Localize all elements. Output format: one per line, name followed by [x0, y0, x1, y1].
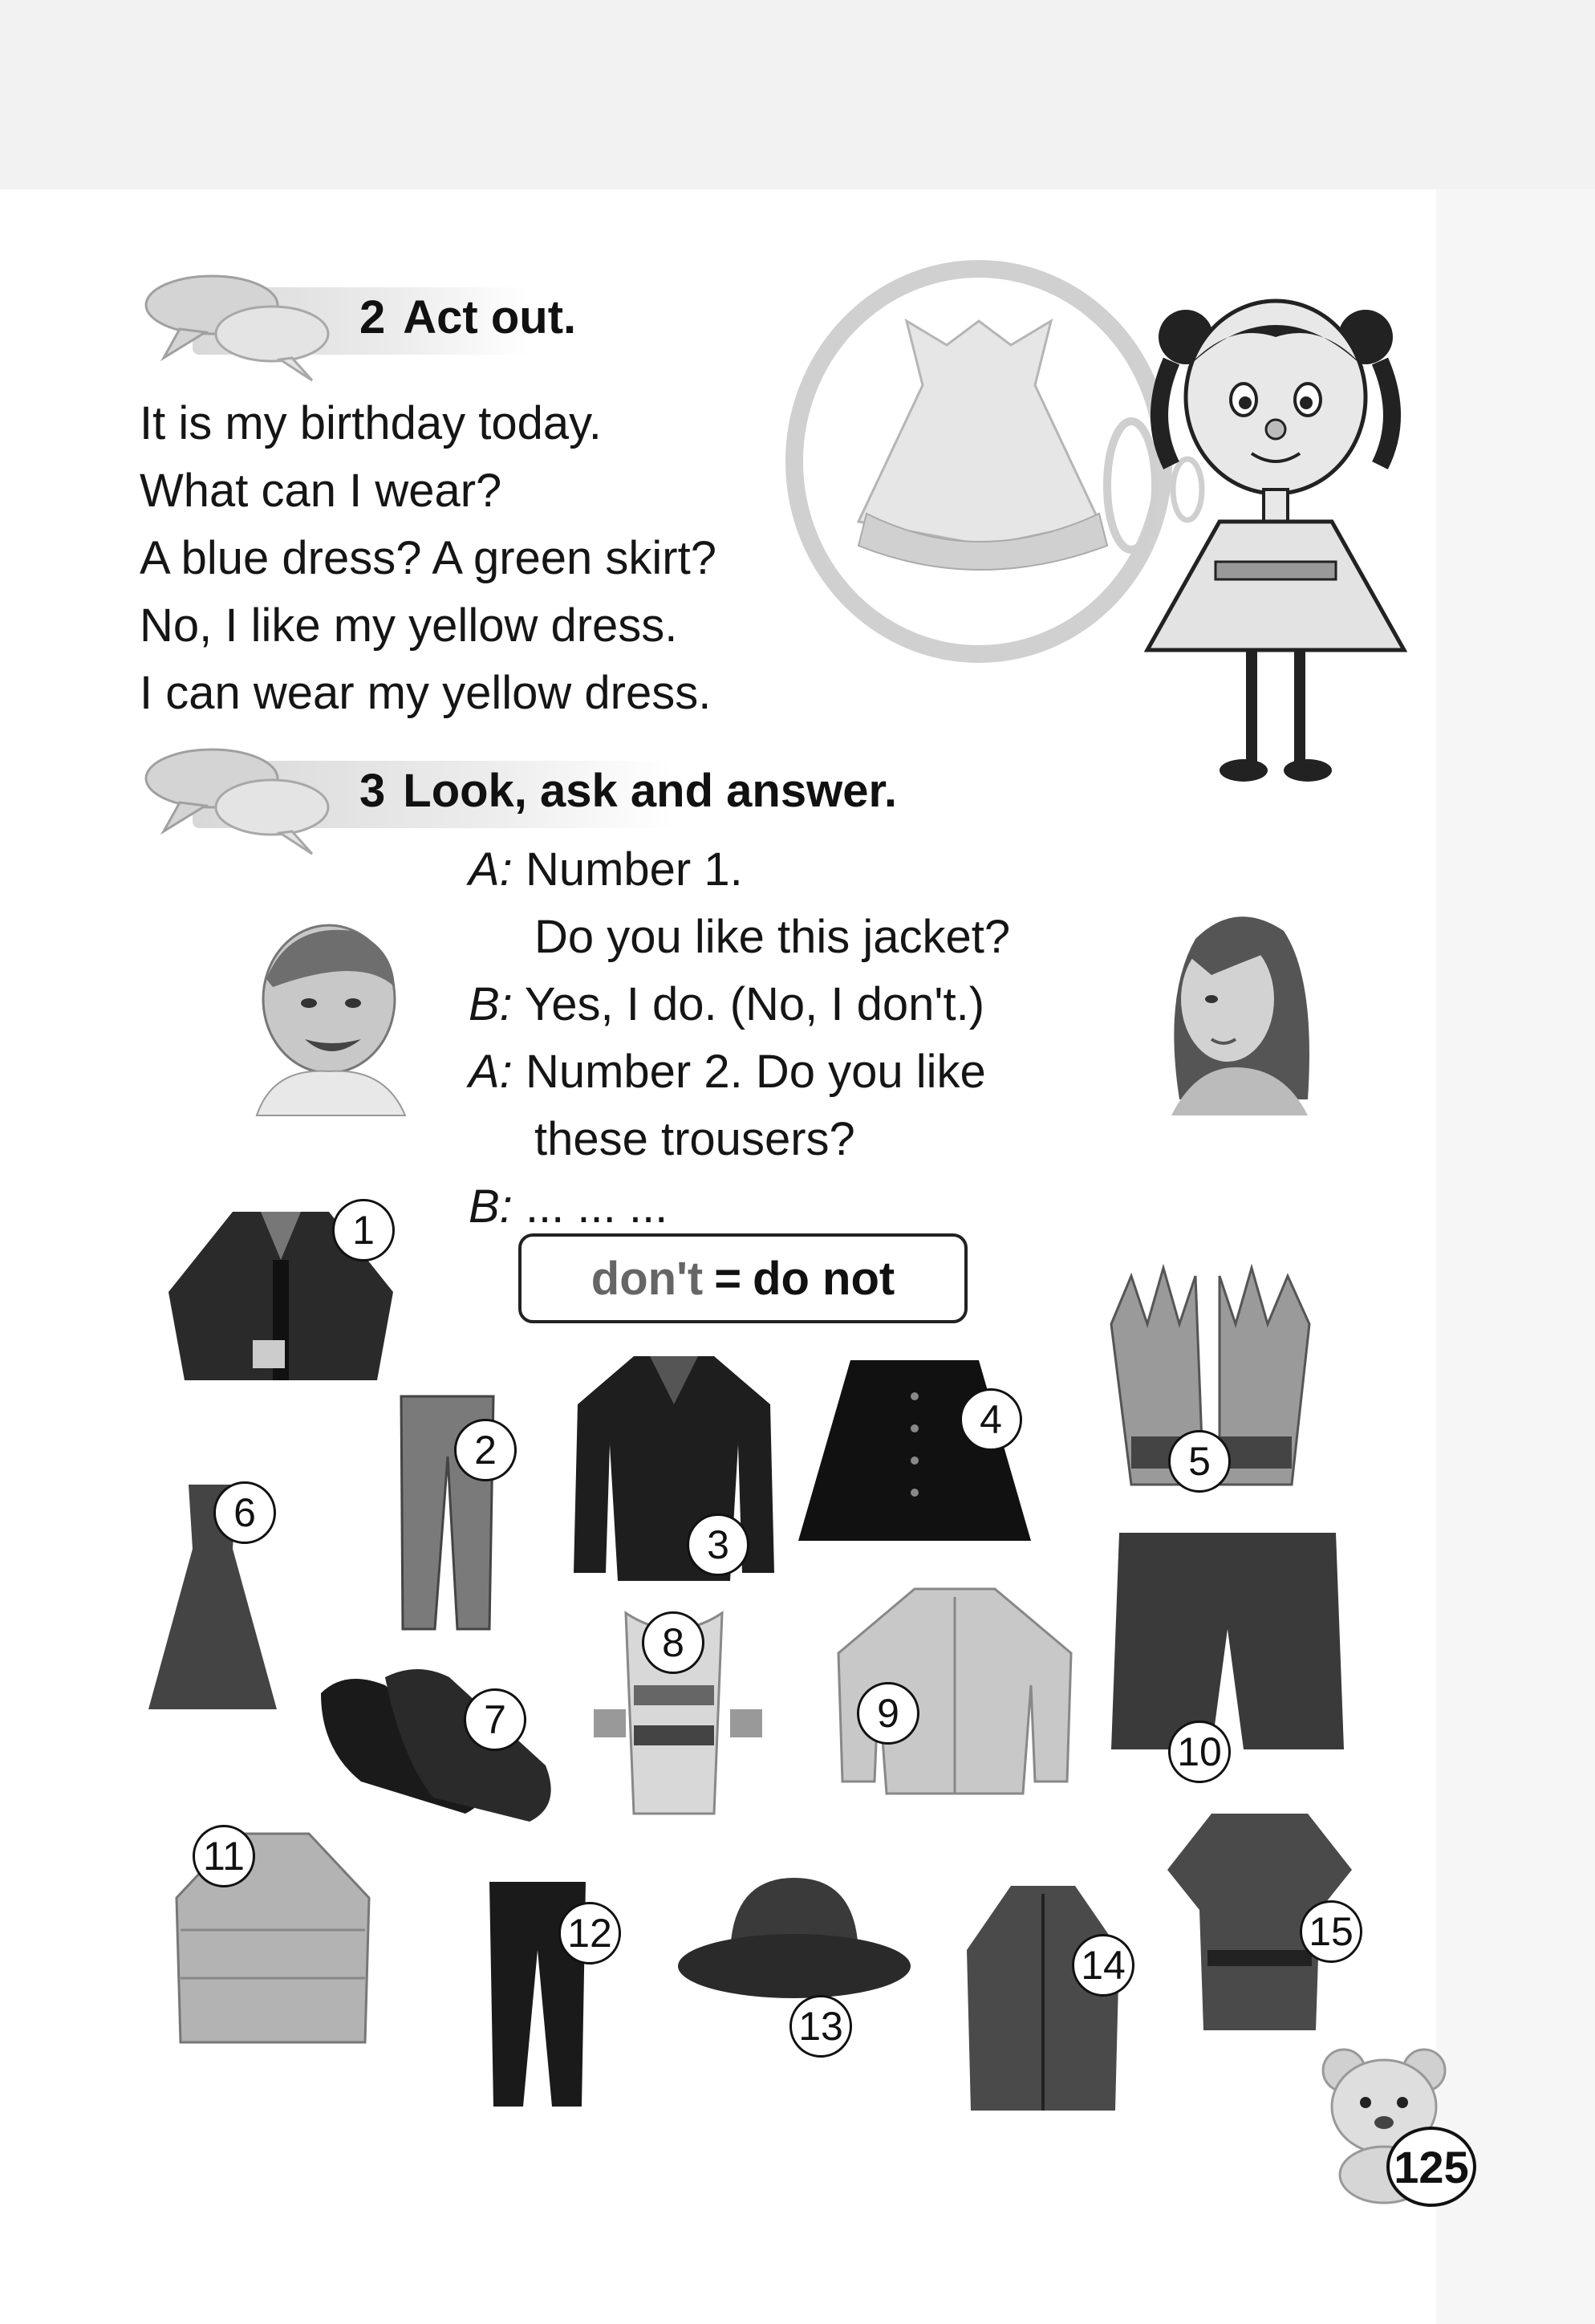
page-number: 125: [1386, 2127, 1476, 2207]
page-margin-band: [1436, 189, 1595, 2324]
poem-line: I can wear my yellow dress.: [140, 667, 712, 719]
section-number: 3: [359, 765, 386, 817]
section-3-heading: [359, 764, 897, 818]
item-number-11: 11: [193, 1825, 255, 1887]
item-number-3: 3: [687, 1513, 749, 1576]
speaker: A:: [469, 843, 513, 896]
item-number-6: 6: [213, 1481, 276, 1544]
dialogue-line: [469, 977, 984, 1031]
coat-image: [963, 1878, 1123, 2119]
shoes-image: [313, 1661, 562, 1846]
item-number-7: 7: [464, 1688, 526, 1751]
dialogue-text: Number 2. Do you like: [525, 1046, 986, 1098]
note-box: [518, 1233, 968, 1323]
page-header-band: [0, 0, 1595, 189]
item-number-1: 1: [332, 1199, 395, 1262]
speaker: B:: [469, 1180, 513, 1233]
dialogue-text: Do you like this jacket?: [534, 911, 1011, 963]
dialogue-text: Yes, I do. (No, I don't.): [524, 978, 985, 1030]
section-number: 2: [359, 291, 386, 343]
dialogue-text: Number 1.: [525, 843, 743, 896]
dialogue-text: ... ... ...: [525, 1180, 668, 1233]
dialogue-line: [534, 910, 1010, 964]
hat-image: [674, 1862, 915, 2022]
cartoon-girl-illustration: [1139, 265, 1412, 811]
speech-bubbles-icon: [132, 737, 348, 857]
shorts-image: [1107, 1525, 1348, 1757]
item-number-12: 12: [558, 1902, 621, 1964]
item-number-9: 9: [857, 1682, 919, 1745]
skirt-image: [794, 1356, 1035, 1557]
item-number-15: 15: [1300, 1900, 1362, 1963]
item-number-13: 13: [789, 1995, 852, 2058]
section-2-heading: [359, 290, 576, 344]
item-number-4: 4: [960, 1388, 1022, 1451]
item-number-8: 8: [642, 1611, 704, 1674]
note-long: do not: [753, 1252, 895, 1305]
poem-line: A blue dress? A green skirt?: [140, 532, 716, 584]
dialogue-line: [534, 1112, 855, 1166]
speaker: A:: [469, 1046, 513, 1098]
girl-photo: [1147, 899, 1324, 1115]
item-number-10: 10: [1168, 1721, 1231, 1783]
dialogue-line: [469, 843, 743, 896]
speaker: B:: [469, 978, 513, 1030]
poem-line: It is my birthday today.: [140, 397, 602, 449]
section-title: Act out.: [403, 291, 577, 343]
note-short: don't: [591, 1252, 704, 1305]
item-number-5: 5: [1168, 1430, 1231, 1493]
poem-line: What can I wear?: [140, 465, 502, 517]
section-title: Look, ask and answer.: [403, 765, 897, 817]
speech-bubbles-icon: [132, 263, 348, 384]
note-equals: =: [714, 1252, 742, 1305]
dialogue-line: [469, 1045, 986, 1099]
item-number-14: 14: [1072, 1934, 1134, 1997]
dialogue-line: [469, 1180, 668, 1233]
poem-line: No, I like my yellow dress.: [140, 599, 678, 652]
item-number-2: 2: [454, 1419, 517, 1481]
boy-photo: [241, 907, 409, 1115]
dialogue-text: these trousers?: [534, 1113, 855, 1165]
